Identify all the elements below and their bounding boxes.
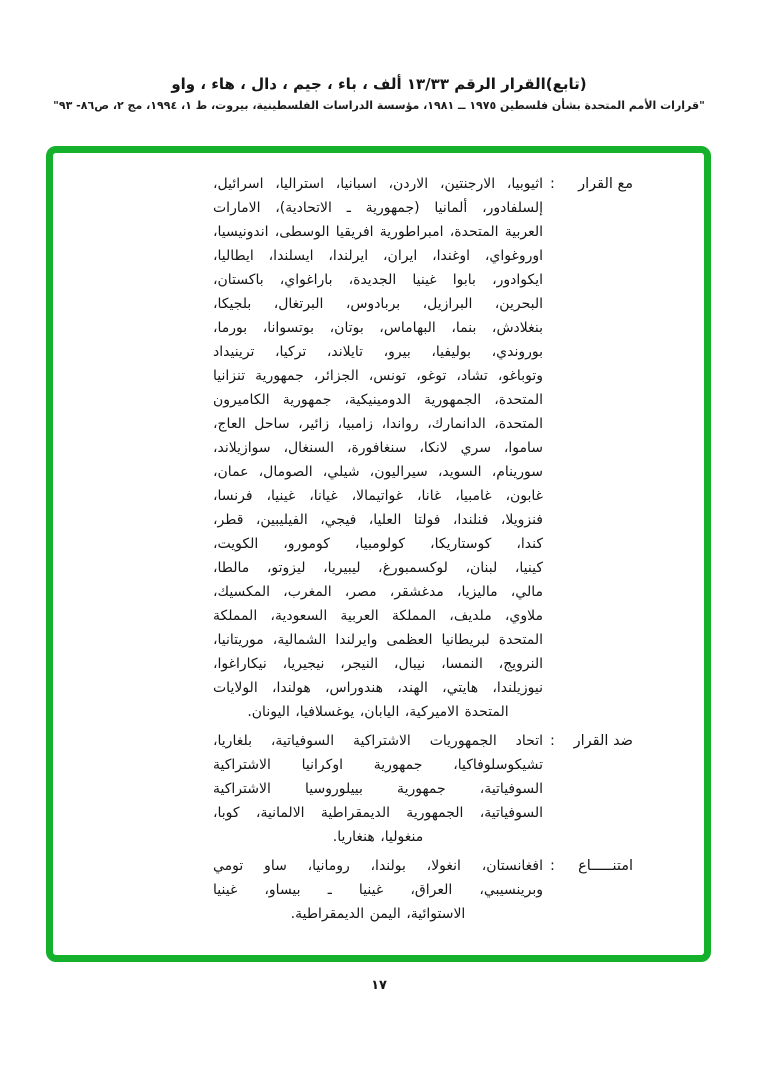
- page-number: ١٧: [371, 978, 387, 993]
- text-line: إلسلفادور، ألمانيا (جمهورية ـ الاتحادية)، الامارات: [213, 200, 543, 216]
- text-line: وتوباغو، تشاد، توغو، تونس، الجزائر، جمهورية تنزانيا: [213, 368, 543, 384]
- text-line: ساموا، سري لانكا، سنغافورة، السنغال، سوازيلاند،: [213, 440, 543, 456]
- section-label: امتنـــــاع: [578, 858, 633, 874]
- text-line: منغوليا، هنغاريا.: [332, 829, 424, 845]
- text-line: تشيكوسلوفاكيا، جمهورية اوكرانيا الاشتراكية: [213, 757, 543, 773]
- section-label: ضد القرار: [573, 733, 633, 749]
- country-lines: [213, 729, 543, 849]
- text-line: اوروغواي، اوغندا، ايران، ايرلندا، ايسلندا، ايطاليا،: [213, 248, 543, 264]
- text-line: ملاوي، ملديف، المملكة العربية السعودية، المملكة: [213, 608, 543, 624]
- text-line: المتحدة، الدانمارك، رواندا، زامبيا، زائير، ساحل العاج،: [213, 416, 543, 432]
- text-line: وبرينسيبي، العراق، غينيا ـ بيساو، غينيا: [213, 882, 543, 898]
- vote-sections: [213, 172, 633, 931]
- text-line: المتحدة لبريطانيا العظمى وايرلندا الشمالية، موريتانيا،: [213, 632, 543, 648]
- section-colon: :: [550, 733, 555, 749]
- text-line: العربية المتحدة، امبراطورية افريقيا الوسطى، اندونيسيا،: [213, 224, 543, 240]
- text-line: النرويج، النمسا، نيبال، النيجر، نيجيريا، نيكاراغوا،: [213, 656, 543, 672]
- country-lines: [213, 854, 543, 926]
- section-label: مع القرار: [578, 176, 633, 192]
- text-line: البحرين، البرازيل، بربادوس، البرتغال، بلجيكا،: [213, 296, 543, 312]
- text-line: ايكوادور، بابوا غينيا الجديدة، باراغواي، باكستان،: [213, 272, 543, 288]
- text-line: اتحاد الجمهوريات الاشتراكية السوفياتية، بلغاريا،: [213, 733, 543, 749]
- text-line: اثيوبيا، الارجنتين، الاردن، اسبانيا، استراليا، اسرائيل،: [213, 176, 543, 192]
- text-line: غابون، غامبيا، غانا، غواتيمالا، غيانا، غينيا، فرنسا،: [213, 488, 543, 504]
- section-label-cell: [549, 854, 633, 878]
- text-line: السوفياتية، جمهورية بييلوروسيا الاشتراكية: [213, 781, 543, 797]
- text-line: نيوزيلندا، هايتي، الهند، هندوراس، هولندا، الولايات: [213, 680, 543, 696]
- vote-section-against-resolution: [213, 729, 633, 849]
- section-colon: :: [550, 858, 555, 874]
- text-line: المتحدة الاميركية، اليابان، يوغسلافيا، اليونان.: [247, 704, 509, 720]
- page-header: [0, 74, 758, 113]
- text-line: كينيا، لبنان، لوكسمبورغ، ليبيريا، ليزوتو، مالطا،: [213, 560, 543, 576]
- text-line: الاستوائية، اليمن الديمقراطية.: [290, 906, 466, 922]
- text-line: افغانستان، انغولا، بولندا، رومانيا، ساو تومي: [213, 858, 543, 874]
- section-colon: :: [550, 176, 555, 192]
- text-line: السوفياتية، الجمهورية الديمقراطية الالمانية، كوبا،: [213, 805, 543, 821]
- text-line: مالي، ماليزيا، مدغشقر، مصر، المغرب، المكسيك،: [213, 584, 543, 600]
- source-citation: "قرارات الأمم المتحدة بشأن فلسطين ١٩٧٥ ــ ١٩٨١، مؤسسة الدراسات الفلسطينية، بيروت، ط ١، ١٩٩٤، مج ٢، ص٨٦- ٩٣": [53, 99, 705, 112]
- vote-section-abstain: [213, 854, 633, 926]
- resolution-title: (تابع)القرار الرقم ١٣/٣٣ ألف ، باء ، جيم ، دال ، هاء ، واو: [171, 75, 587, 93]
- text-line: فنزويلا، فنلندا، فولتا العليا، فيجي، الفيليبين، قطر،: [213, 512, 543, 528]
- country-lines: [213, 172, 543, 724]
- text-line: سورينام، السويد، سيراليون، شيلي، الصومال، عمان،: [213, 464, 543, 480]
- section-label-cell: [549, 729, 633, 753]
- text-line: بنغلادش، بنما، البهاماس، بوتان، بوتسوانا، بورما،: [213, 320, 543, 336]
- text-line: بوروندي، بوليفيا، بيرو، تايلاند، تركيا، ترينيداد: [213, 344, 543, 360]
- vote-section-with-resolution: [213, 172, 633, 724]
- section-label-cell: [549, 172, 633, 196]
- text-line: كندا، كوستاريكا، كولومبيا، كومورو، الكويت،: [213, 536, 543, 552]
- text-line: المتحدة، الجمهورية الدومينيكية، جمهورية الكاميرون: [213, 392, 543, 408]
